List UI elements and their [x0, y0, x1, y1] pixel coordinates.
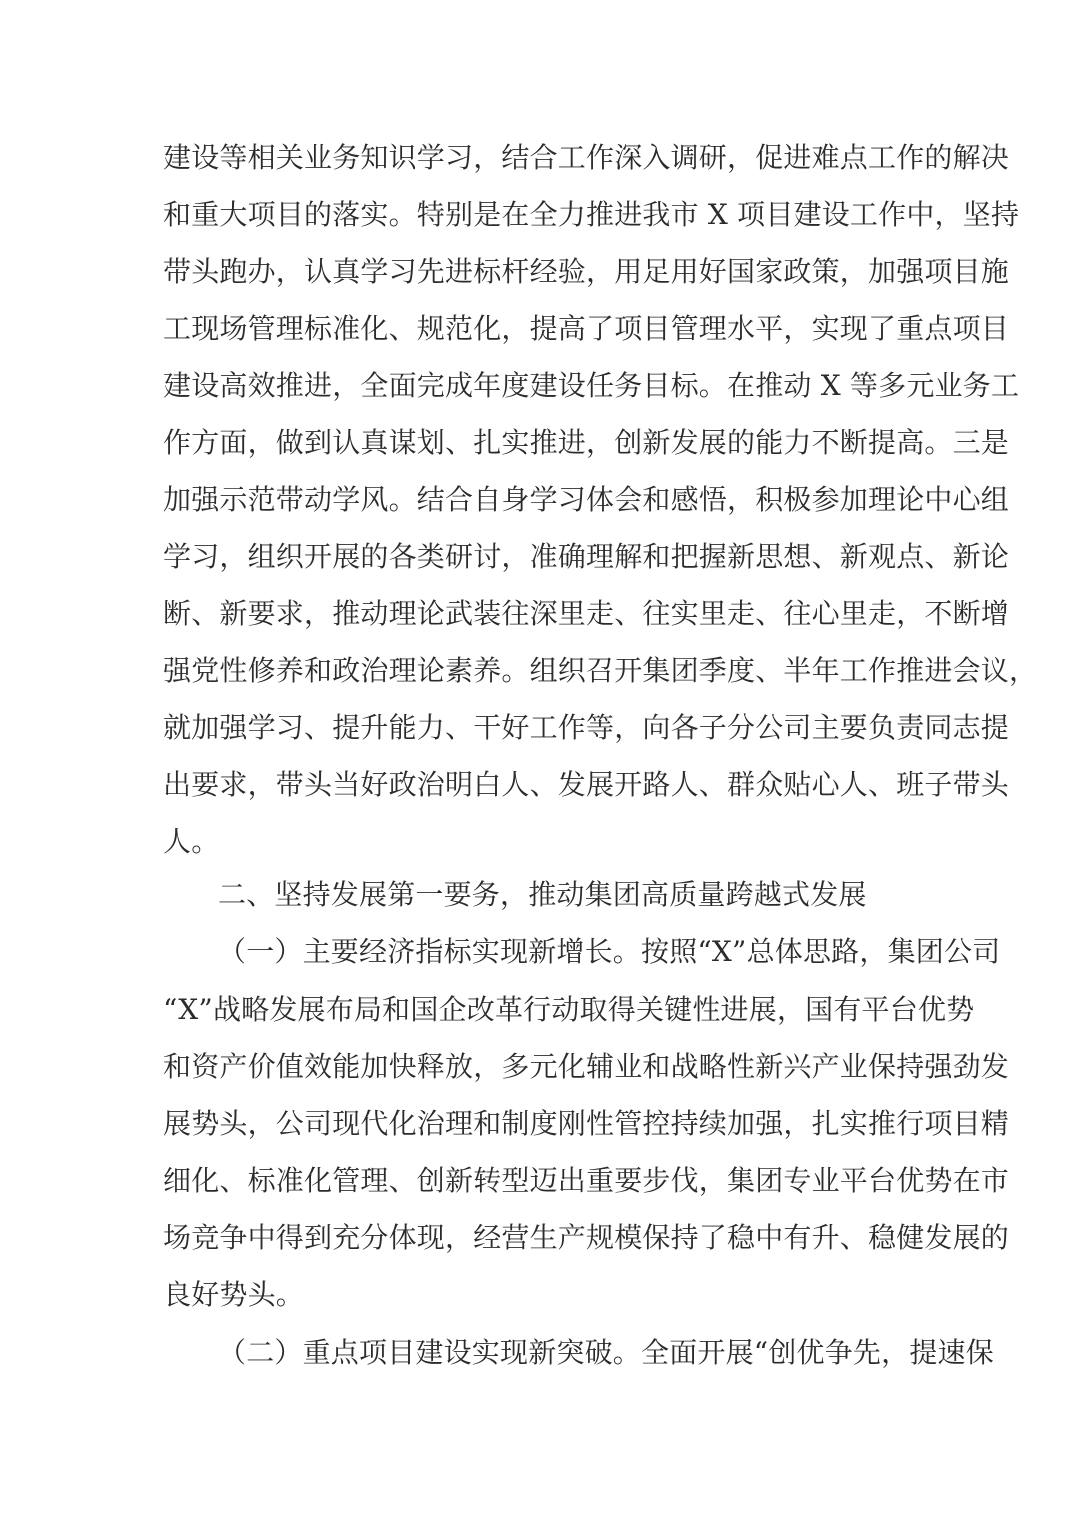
text-line: 细化、标准化管理、创新转型迈出重要步伐，集团专业平台优势在市	[163, 1164, 1010, 1197]
text-line: 和资产价值效能加快释放，多元化辅业和战略性新兴产业保持强劲发	[163, 1050, 1010, 1083]
text-line: 就加强学习、提升能力、干好工作等，向各子分公司主要负责同志提	[163, 711, 1010, 744]
text-line: 作方面，做到认真谋划、扎实推进，创新发展的能力不断提高。三是	[163, 426, 1010, 459]
text-line: 人。	[163, 825, 220, 858]
text-line: 出要求，带头当好政治明白人、发展开路人、群众贴心人、班子带头	[163, 768, 1010, 801]
text-line: 加强示范带动学风。结合自身学习体会和感悟，积极参加理论中心组	[163, 483, 1010, 516]
text-line: 建设等相关业务知识学习，结合工作深入调研，促进难点工作的解决	[163, 141, 1010, 174]
text-line: 展势头，公司现代化治理和制度刚性管控持续加强，扎实推行项目精	[163, 1107, 1010, 1140]
text-line: 学习，组织开展的各类研讨，准确理解和把握新思想、新观点、新论	[163, 540, 1010, 573]
section-heading: 二、坚持发展第一要务，推动集团高质量跨越式发展	[218, 878, 867, 911]
text-line: “X”战略发展布局和国企改革行动取得关键性进展，国有平台优势	[163, 993, 975, 1026]
text-line: 强党性修养和政治理论素养。组织召开集团季度、半年工作推进会议，	[163, 654, 1038, 687]
text-line: 和重大项目的落实。特别是在全力推进我市 X 项目建设工作中，坚持	[163, 198, 1020, 231]
text-line: 断、新要求，推动理论武装往深里走、往实里走、往心里走，不断增	[163, 597, 1010, 630]
text-line: 场竞争中得到充分体现，经营生产规模保持了稳中有升、稳健发展的	[163, 1221, 1010, 1254]
subsection-heading-line: （二）重点项目建设实现新突破。全面开展“创优争先，提速保	[218, 1336, 994, 1369]
subsection-heading-line: （一）主要经济指标实现新增长。按照“X”总体思路，集团公司	[218, 935, 1001, 968]
text-line: 带头跑办，认真学习先进标杆经验，用足用好国家政策，加强项目施	[163, 255, 1010, 288]
text-line: 良好势头。	[163, 1278, 305, 1311]
text-line: 建设高效推进，全面完成年度建设任务目标。在推动 X 等多元业务工	[163, 369, 1020, 402]
text-line: 工现场管理标准化、规范化，提高了项目管理水平，实现了重点项目	[163, 312, 1010, 345]
